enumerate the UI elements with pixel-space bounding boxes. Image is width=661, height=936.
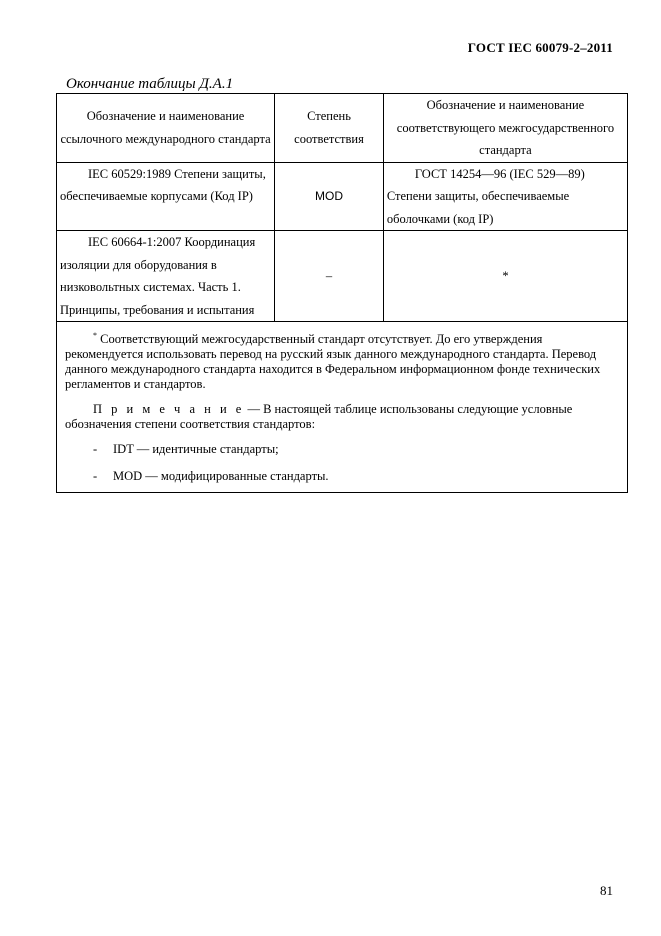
table-header-row: [57, 94, 628, 163]
footnote-mark: *: [93, 331, 97, 340]
cell-national-standard: *: [383, 231, 627, 322]
notes-row: [57, 322, 628, 493]
list-item-text: MOD — модифицированные стандарты.: [113, 469, 329, 484]
page-number: 81: [600, 883, 613, 898]
column-header-degree: Степень соответствия: [275, 94, 384, 163]
cell-degree: MOD: [275, 162, 384, 231]
column-header-international: Обозначение и наименование ссылочного международного стандарта: [57, 94, 275, 163]
cell-degree: –: [275, 231, 384, 322]
column-header-national: Обозначение и наименование соответствующего межгосударственного стандарта: [383, 94, 627, 163]
document-code: ГОСТ IEC 60079-2–2011: [467, 40, 613, 55]
notes-cell: [57, 322, 628, 493]
note-paragraph: [65, 402, 619, 432]
list-dash: -: [93, 442, 98, 457]
footnote: [65, 328, 619, 392]
footnote-text: Соответствующий межгосударственный стандарт отсутствует. До его утверждения рекомендуется использовать перевод на русский язык данного международного стандарта. Перевод данного международного стандарта находится в Федеральном информационном фонде технических регламентов и стандартов.: [65, 332, 601, 392]
note-label: П р и м е ч а н и е: [93, 402, 245, 417]
list-item: [65, 469, 619, 484]
note-text: — В настоящей таблице использованы следующие условные обозначения степени соответствия стандартов:: [65, 402, 573, 432]
list-dash: -: [93, 469, 98, 484]
list-item: [65, 442, 619, 457]
standards-table: [56, 93, 628, 493]
table-row: [57, 162, 628, 231]
cell-international-standard: IEC 60529:1989 Степени защиты, обеспечиваемые корпусами (Код IP): [57, 162, 275, 231]
list-item-text: IDT — идентичные стандарты;: [113, 442, 279, 457]
table-caption: Окончание таблицы Д.А.1: [66, 76, 234, 92]
cell-national-standard: ГОСТ 14254—96 (IEC 529—89) Степени защиты, обеспечиваемые оболочками (код IP): [383, 162, 627, 231]
cell-international-standard: IEC 60664-1:2007 Координация изоляции для оборудования в низковольтных системах. Часть 1. Принципы, требования и испытания: [57, 231, 275, 322]
table-row: [57, 231, 628, 322]
